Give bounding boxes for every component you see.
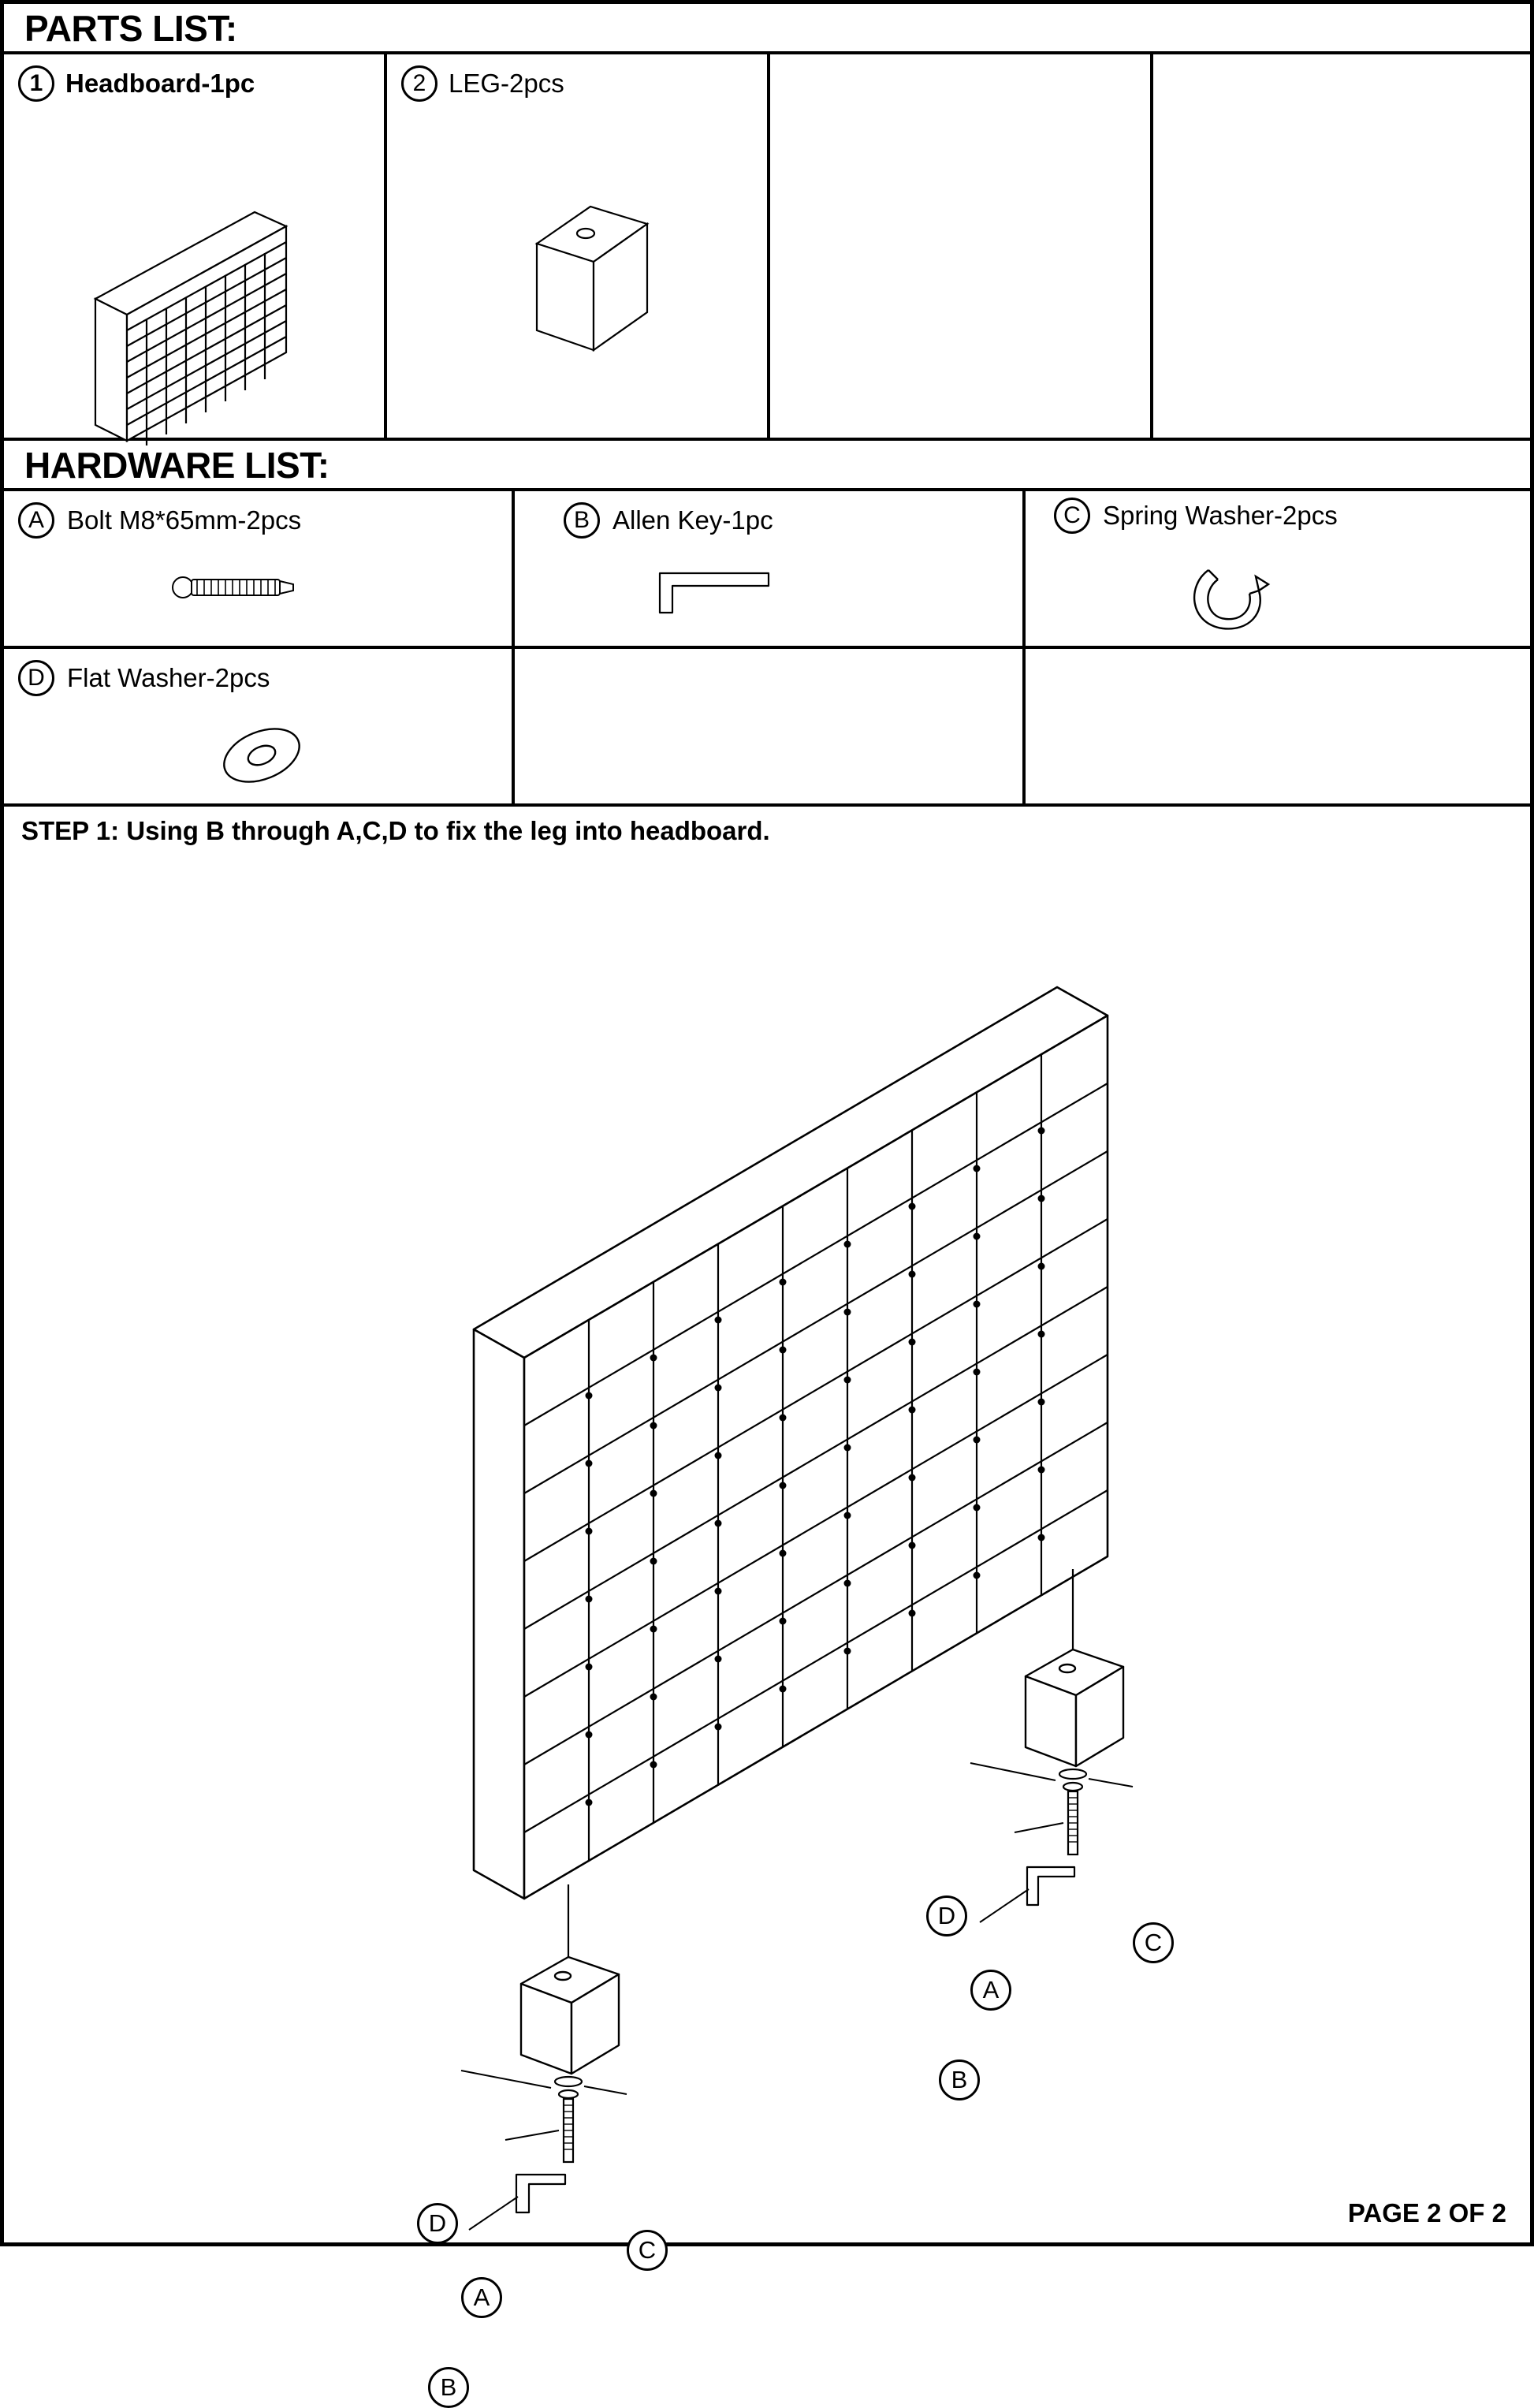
part-label: Headboard-1pc bbox=[65, 69, 255, 98]
hardware-cell-d bbox=[4, 649, 515, 803]
callout-right-a: A bbox=[970, 1970, 1011, 2011]
callout-right-c: C bbox=[1133, 1922, 1174, 1963]
part-label: LEG-2pcs bbox=[449, 69, 564, 98]
hardware-label: Bolt M8*65mm-2pcs bbox=[67, 505, 302, 535]
part-number-badge: 2 bbox=[401, 65, 437, 102]
parts-list-cell-3-empty bbox=[770, 54, 1153, 438]
hardware-cell-b-head bbox=[515, 491, 1022, 539]
bolt-icon bbox=[166, 567, 307, 608]
hardware-letter-badge: D bbox=[18, 660, 54, 696]
callout-left-a: A bbox=[461, 2277, 502, 2318]
step-1-text: STEP 1: Using B through A,C,D to fix the leg into headboard. bbox=[21, 816, 770, 845]
hardware-letter-badge: C bbox=[1054, 498, 1090, 534]
hardware-cell-5-empty bbox=[515, 649, 1026, 803]
callout-left-d: D bbox=[417, 2203, 458, 2244]
parts-list-row bbox=[4, 51, 1530, 438]
hardware-label: Spring Washer-2pcs bbox=[1103, 501, 1338, 530]
parts-list-cell-1-head bbox=[4, 54, 384, 102]
parts-list-cell-2 bbox=[387, 54, 770, 438]
hardware-letter-badge: B bbox=[564, 502, 600, 539]
hardware-cell-c-head bbox=[1026, 491, 1530, 534]
hardware-list-row-1 bbox=[4, 488, 1530, 646]
parts-list-title: PARTS LIST: bbox=[24, 8, 237, 49]
assembly-diagram bbox=[4, 970, 1530, 2401]
hardware-cell-d-head bbox=[4, 649, 512, 696]
hardware-cell-a bbox=[4, 491, 515, 646]
hardware-cell-c bbox=[1026, 491, 1530, 646]
hardware-label: Allen Key-1pc bbox=[612, 505, 773, 535]
hardware-list-row-2 bbox=[4, 646, 1530, 803]
parts-list-cell-4-empty bbox=[1153, 54, 1530, 438]
allen-key-icon bbox=[650, 567, 792, 622]
step-section bbox=[4, 803, 1530, 846]
hardware-cell-a-head bbox=[4, 491, 512, 539]
parts-list-cell-2-head bbox=[387, 54, 767, 102]
hardware-cell-6-empty bbox=[1026, 649, 1530, 803]
callout-right-d: D bbox=[926, 1895, 967, 1936]
callout-right-b: B bbox=[939, 2059, 980, 2100]
page-footer: PAGE 2 OF 2 bbox=[1347, 2198, 1506, 2227]
hardware-list-title: HARDWARE LIST: bbox=[24, 445, 330, 486]
hardware-label: Flat Washer-2pcs bbox=[67, 663, 270, 692]
callout-left-c: C bbox=[627, 2230, 668, 2271]
leg-block-icon bbox=[529, 200, 679, 366]
parts-list-cell-1 bbox=[4, 54, 387, 438]
part-number-badge: 1 bbox=[18, 65, 54, 102]
spring-washer-icon bbox=[1180, 556, 1283, 643]
headboard-icon bbox=[89, 204, 294, 464]
hardware-letter-badge: A bbox=[18, 502, 54, 539]
flat-washer-icon bbox=[213, 720, 323, 791]
hardware-cell-b bbox=[515, 491, 1026, 646]
callout-left-b: B bbox=[428, 2367, 469, 2408]
